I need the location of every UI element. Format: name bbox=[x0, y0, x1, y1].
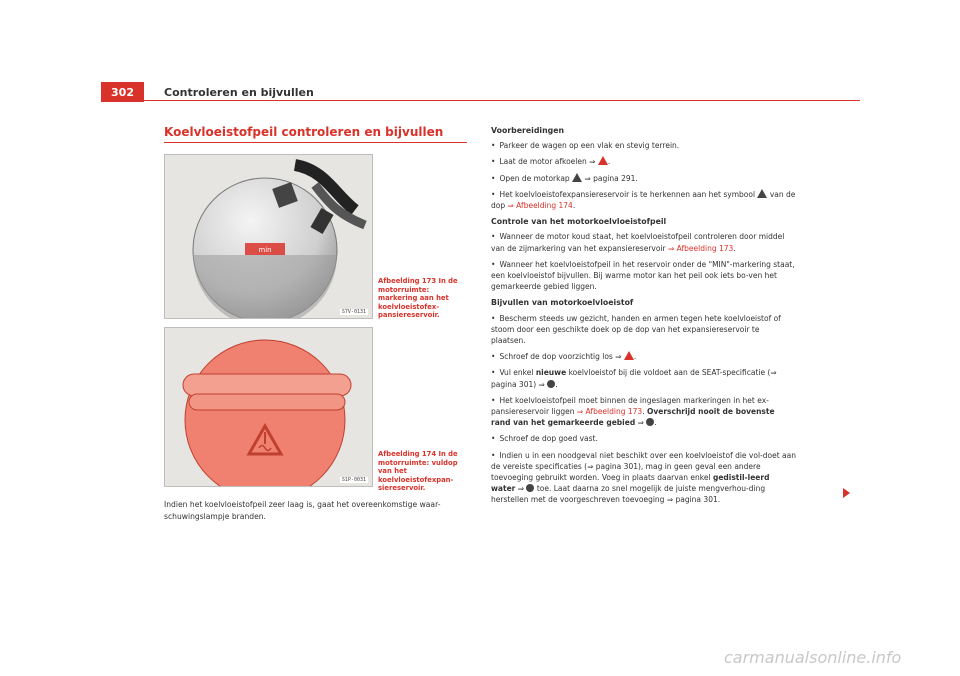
header-rule bbox=[144, 100, 860, 101]
list-item: • Schroef de dop voorzichtig los ⇒ . bbox=[491, 351, 796, 362]
figure-173-caption: Afbeelding 173 In de motorruimte: markering aan het koelvloeistofex-pansiereservoir. bbox=[378, 277, 458, 320]
filler-cap-illustration bbox=[165, 328, 372, 486]
instructions-column bbox=[491, 125, 796, 511]
list-item: • Het koelvloeistofexpansiereservoir is te herkennen aan het symbool van de dop ⇒ Afbeelding 174. bbox=[491, 189, 796, 211]
caution-icon bbox=[547, 380, 555, 388]
page-number: 302 bbox=[101, 82, 144, 102]
expansion-tank-illustration bbox=[165, 155, 372, 318]
caution-icon bbox=[526, 484, 534, 492]
list-item: • Open de motorkap ⇒ pagina 291. bbox=[491, 173, 796, 184]
list-item: • Bescherm steeds uw gezicht, handen en armen tegen hete koelvloeistof of stoom door een geschikte doek op de dop van het expansiereservoir te plaatsen. bbox=[491, 313, 796, 347]
list-item: • Wanneer het koelvloeistofpeil in het reservoir onder de "MIN"-markering staat, een koelvloeistof bijvullen. Bij warme motor kan het peil ook iets bo-ven het gemarkeerde gebied liggen. bbox=[491, 259, 796, 293]
figure-174-caption: Afbeelding 174 In de motorruimte: vuldop van het koelvloeistofexpan-siereservoir. bbox=[378, 450, 458, 493]
list-item: • Laat de motor afkoelen ⇒ . bbox=[491, 156, 796, 167]
figure-174-link[interactable]: ⇒ Afbeelding 174 bbox=[507, 201, 573, 211]
preparations-heading: Voorbereidingen bbox=[491, 126, 565, 135]
next-page-arrow-icon bbox=[843, 488, 850, 498]
warning-icon bbox=[598, 156, 608, 165]
list-item: • Schroef de dop goed vast. bbox=[491, 433, 796, 444]
check-heading: Controle van het motorkoelvloeistofpeil bbox=[491, 217, 667, 227]
figure-173-link[interactable]: ⇒ Afbeelding 173 bbox=[668, 243, 734, 253]
section-title: Koelvloeistofpeil controleren en bijvullen bbox=[164, 125, 444, 139]
hood-icon bbox=[572, 173, 582, 182]
list-item: • Vul enkel nieuwe koelvloeistof bij die voldoet aan de SEAT-specificatie (⇒ pagina 301) ⇒ . bbox=[491, 367, 796, 389]
list-item: • Het koelvloeistofpeil moet binnen de ingeslagen markeringen in het ex-pansiereservoir liggen ⇒ Afbeelding 173. Overschrijd nooit de bovenste rand van het gemarkeerde gebied ⇒ . bbox=[491, 395, 796, 429]
caution-icon bbox=[646, 418, 654, 426]
figure-173-link[interactable]: ⇒ Afbeelding 173 bbox=[576, 407, 643, 417]
warning-icon bbox=[624, 351, 634, 360]
figure-174-filler-cap bbox=[164, 327, 373, 487]
figure-173-expansion-tank bbox=[164, 154, 373, 319]
coolant-symbol-icon bbox=[757, 189, 767, 198]
list-item: • Parkeer de wagen op een vlak en stevig terrein. bbox=[491, 140, 796, 151]
section-rule bbox=[164, 142, 467, 143]
list-item: • Wanneer de motor koud staat, het koelvloeistofpeil controleren door middel van de zijmarkering van het expansiereservoir ⇒ Afbeelding 173. bbox=[491, 231, 796, 253]
list-item: • Indien u in een noodgeval niet beschikt over een koelvloeistof die vol-doet aan de vereiste specificaties (⇒ pagina 301), mag in geen geval een andere toevoeging gebruikt worden. Voeg in plaats daarvan enkel gedistil-leerd water ⇒ toe. Laat daarna zo snel mogelijk de juiste mengverhou-ding herstellen met de voorgeschreven toevoeging ⇒ pagina 301. bbox=[491, 450, 796, 506]
figure-code: S7V-0131 bbox=[341, 309, 366, 315]
chapter-title: Controleren en bijvullen bbox=[164, 86, 314, 99]
refill-heading: Bijvullen van motorkoelvloeistof bbox=[491, 298, 634, 308]
warning-light-note: Indien het koelvloeistofpeil zeer laag is, gaat het overeenkomstige waar-schuwingslampje branden. bbox=[164, 500, 441, 521]
watermark: carmanualsonline.info bbox=[724, 648, 902, 667]
figure-code: S1P-0031 bbox=[341, 477, 366, 483]
min-marking: min bbox=[258, 246, 272, 254]
